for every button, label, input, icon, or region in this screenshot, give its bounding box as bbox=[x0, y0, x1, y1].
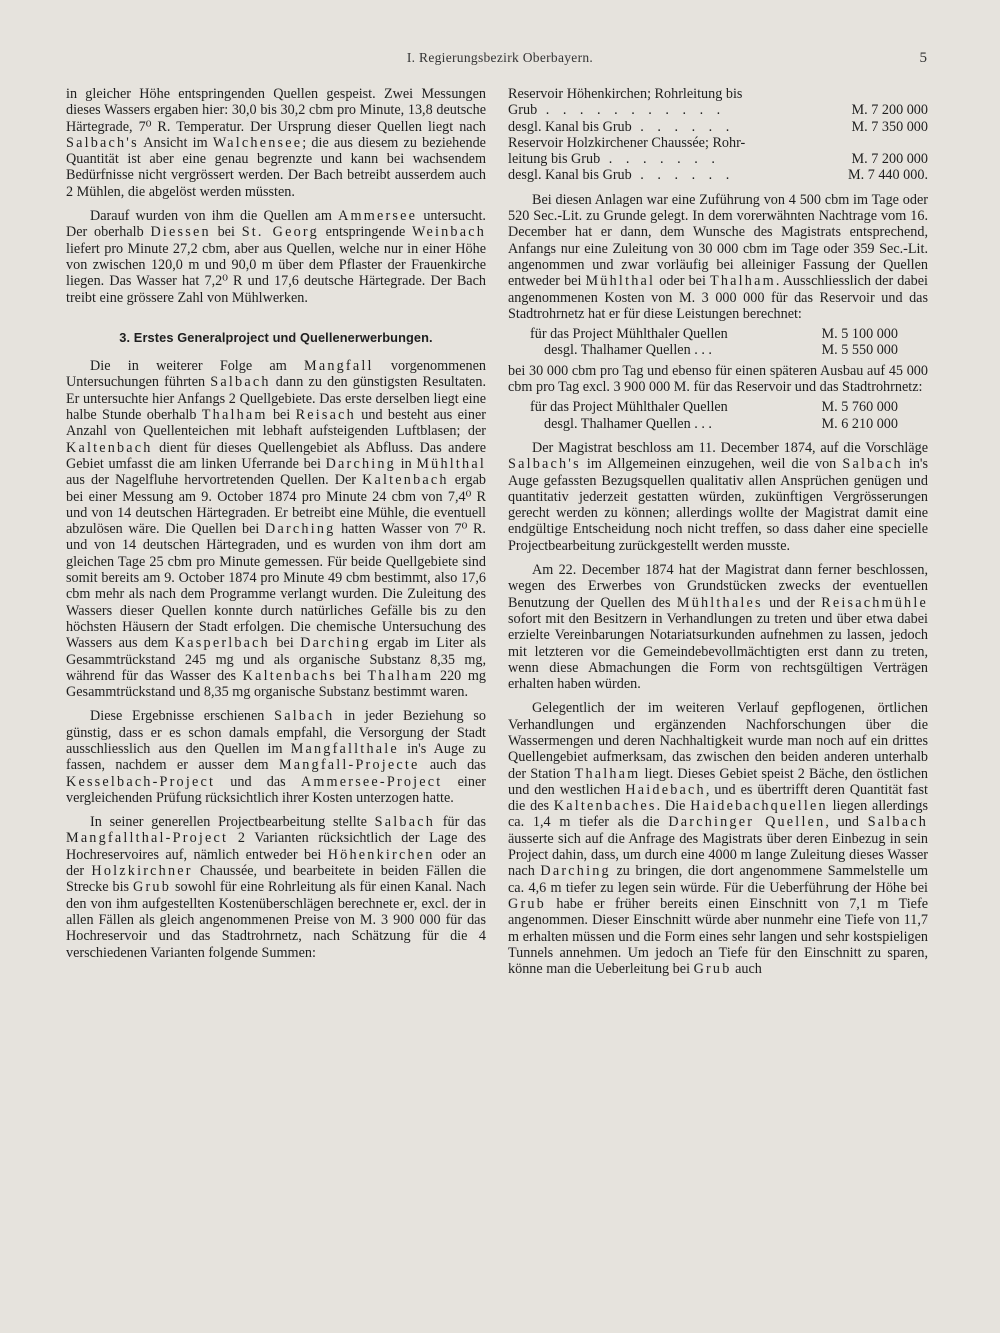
text-run: Grub bbox=[508, 102, 538, 119]
text-run: äusserte sich auf die Anfrage des Magistrats über deren Einbezug in sein Project dahin, dass, um durch eine 4000 m lange Zuleitung dieses Wasser nach bbox=[508, 830, 928, 880]
right-paragraph-5 bbox=[508, 700, 928, 977]
spaced-name: Grub bbox=[508, 895, 546, 912]
amount-cell: M. 5 760 000 bbox=[821, 399, 898, 416]
amount-cell: M. 6 210 000 bbox=[821, 415, 898, 432]
cost-row bbox=[508, 119, 928, 135]
cost-table bbox=[508, 86, 928, 184]
text-run: desgl. Kanal bis Grub bbox=[508, 167, 632, 184]
cost-row bbox=[508, 151, 928, 167]
left-paragraph-3 bbox=[66, 358, 486, 700]
text-run: . . . . . . bbox=[631, 167, 735, 184]
text-run: sowohl für eine Rohrleitung als für einen Kanal. Nach den von ihm aufgestellten Kostenüberschlägen berechnete er, excl. der in allen Fällen als gleich angenommenen Preise von M. 3 900 000 für das Hochreservoir und das Stadtrohrnetz, nach Schätzung für die 4 verschiedenen Varianten folgende Summen: bbox=[66, 879, 486, 961]
text-run: , und es übertrifft deren Quantität fast die des bbox=[508, 781, 928, 815]
spaced-name: Darchinger Quellen bbox=[668, 814, 826, 831]
text-run: Der Magistrat beschloss am 11. December 1874, auf die Vorschläge bbox=[532, 439, 928, 456]
text-run: Ansicht im bbox=[138, 134, 213, 151]
label-cell bbox=[508, 167, 818, 183]
cost-row bbox=[508, 102, 928, 118]
text-run: 2 Varianten rücksichtlich der Lage des Hochreservoires auf, nämlich entweder bei bbox=[66, 830, 486, 863]
spaced-name: Kaltenbachs bbox=[242, 667, 337, 684]
text-run: in jeder Beziehung so günstig, dass er es schon damals empfahl, die Versorgung der Stadt ausschliesslich aus den Quellen im bbox=[66, 708, 486, 757]
label-cell: Reservoir Höhenkirchen; Rohrleitung bis bbox=[508, 86, 743, 102]
text-run: oder bei bbox=[655, 273, 710, 290]
cost-row bbox=[508, 86, 928, 102]
text-run: dann zu den günstigsten Resultaten. Er untersuchte hier Anfangs 2 Quellgebiete. Das erste derselben liegt eine halbe Stunde oberhalb bbox=[66, 374, 486, 424]
spaced-name: Walchensee bbox=[212, 134, 303, 151]
project-costs-2 bbox=[508, 399, 928, 432]
label-cell bbox=[508, 151, 818, 167]
spaced-name: Haidebach bbox=[625, 781, 706, 798]
text-run: oder an der bbox=[66, 846, 486, 880]
amount-cell: M. 5 100 000 bbox=[821, 326, 898, 343]
spaced-name: Thalham bbox=[201, 407, 268, 424]
spaced-name: St. Georg bbox=[241, 224, 319, 241]
left-paragraph-2 bbox=[66, 208, 486, 306]
text-run: habe er früher bereits einen Einschnitt von 7,1 m Tiefe angenommen. Dieser Einschnitt würde aber nunmehr eine Tiefe von 11,7 m erhalten müssen und die Form eines sehr langen und sehr kostspieligen Tunnels annehmen. Um jedoch an Tiefe für den Einschnitt zu sparen, könne man die Ueberleitung bei bbox=[508, 895, 928, 978]
text-run: liegen allerdings ca. 1,4 m tiefer als die bbox=[508, 798, 928, 831]
text-run: Bei diesen Anlagen war eine Zuführung von 4 500 cbm im Tage oder 520 Sec.-Lit. zu Grunde gelegt. In dem vorerwähnten Nachtrage vom 16. December hat er dann, dem Wunsche des Magistrats entsprechend, Anfangs nur eine Zuleitung von 30 000 cbm im Tage oder 359 Sec.-Lit. angenommen und zwar vorläufig bei alleiniger Fassung der Quellen entweder bei bbox=[508, 191, 928, 290]
section-heading: 3. Erstes Generalproject und Quellenerwerbungen. bbox=[119, 329, 433, 345]
text-run: auch bbox=[731, 961, 762, 978]
spaced-name: Salbach bbox=[274, 708, 335, 725]
running-title: I. Regierungsbezirk Oberbayern. bbox=[406, 50, 594, 65]
left-paragraph-1 bbox=[66, 86, 486, 200]
amount-cell bbox=[818, 86, 928, 102]
spaced-name: Mangfallthal-Project bbox=[66, 830, 229, 847]
spaced-name: Holzkirchner bbox=[91, 863, 193, 880]
text-run: liefert pro Minute 27,2 cbm, aber aus Quellen, welche nur in einer Höhe von zwischen 120,0 m und 90,0 m über dem Pflaster der Frauenkirche liegen. Das Wasser hat 7,2⁰ R und 17,6 deutsche Härtegrade. Der Bach treibt eine grössere Zahl von Mühlwerken. bbox=[66, 240, 486, 306]
text-run: leitung bis Grub bbox=[508, 151, 601, 168]
text-run: bei bbox=[267, 407, 296, 424]
text-run: auch das bbox=[419, 757, 486, 774]
right-paragraph-3 bbox=[508, 440, 928, 554]
spaced-name: Darching bbox=[540, 863, 611, 880]
amount-cell: M. 7 350 000 bbox=[851, 118, 928, 135]
project-row bbox=[508, 342, 928, 358]
label-cell: desgl. Thalhamer Quellen . . . bbox=[544, 415, 712, 432]
project-row bbox=[508, 399, 928, 415]
spaced-name: Darching bbox=[325, 455, 396, 472]
text-run: und besteht aus einer Anzahl von Quellenteichen mit lebhaft aufsteigenden Luftblasen; der bbox=[66, 407, 486, 440]
spaced-name: Salbach bbox=[842, 456, 903, 473]
text-run: . . . . . . bbox=[631, 118, 735, 135]
spaced-name: Ammersee-Project bbox=[300, 773, 443, 790]
text-run: ; die aus diesem zu beziehende Quantität ist aber eine genau begrenzte und kann bei wachsendem Bedürfnisse nicht vergrössert werden. Der Bach betreibt ausserdem auch 2 Mühlen, die abgelöst werden müssten. bbox=[66, 134, 486, 200]
label-cell bbox=[508, 119, 818, 135]
text-run: ergab im Liter als Gesammtrückstand 245 mg und als organische Substanz 8,35 mg, während für das Wasser des bbox=[66, 635, 486, 684]
spaced-name: Thalham bbox=[574, 765, 641, 782]
cost-row bbox=[508, 167, 928, 183]
label-cell: Reservoir Holzkirchener Chaussée; Rohr- bbox=[508, 134, 746, 151]
text-run: für das bbox=[434, 814, 486, 831]
spaced-name: Salbach's bbox=[66, 134, 139, 151]
text-run: bei bbox=[336, 667, 368, 684]
spaced-name: Darching bbox=[300, 635, 371, 652]
text-run: Darauf wurden von ihm die Quellen am bbox=[90, 208, 339, 225]
amount-cell bbox=[818, 135, 928, 151]
spaced-name: Mühlthal bbox=[585, 273, 656, 290]
label-cell: desgl. Thalhamer Quellen . . . bbox=[544, 342, 712, 359]
text-run: in bbox=[395, 455, 417, 472]
spaced-name: Darching bbox=[265, 521, 336, 538]
text-run: hatten Wasser von 7⁰ R. und von 14 deutschen Härtegraden, und es wurden von ihm dort am gleichen Tage 25 cbm pro Minute gemessen. Für beide Quellgebiete sind somit bereits am 9. October 1874 pro Minute 49 cbm bestimmt, also 17,6 cbm mehr als nach dem Programme verlangt wurden. Die Zuleitung des Wassers dieser Quellen konnte durch natürliches Gefälle bis zu den höchsten Häusern der Stadt erfolgen. Die chemische Untersuchung des Wassers aus dem bbox=[66, 521, 486, 652]
text-run: sofort mit den Besitzern in Verhandlungen zu treten und über etwa dabei erzielte Vereinbarungen Notariatsurkunden aufnehmen zu lassen, jedoch mit letzteren vor die Gemeindebevollmächtigten erst dann zu treten, wenn diese Abmachungen die Form von rechtsgültigen Verträgen erhalten haben würden. bbox=[508, 610, 928, 693]
text-run: . . . . . . . bbox=[600, 151, 720, 168]
spaced-name: Mühlthal bbox=[416, 455, 486, 472]
text-run: Die in weiterer Folge am bbox=[90, 358, 305, 375]
text-run: untersucht. Der oberhalb bbox=[66, 208, 486, 241]
label-cell bbox=[508, 102, 818, 118]
page-number: 5 bbox=[919, 50, 927, 66]
text-run: zu bringen, die dort angenommene Sammelstelle um ca. 4,6 m tiefer zu legen sein würde. Für die Ueberführung der Höhe bei bbox=[508, 863, 928, 896]
spaced-name: Grub bbox=[133, 879, 171, 896]
label-cell: für das Project Mühlthaler Quellen bbox=[530, 399, 728, 416]
spaced-name: Thalham bbox=[367, 667, 434, 684]
text-run: einer vergleichenden Prüfung rücksichtlich ihrer Kosten unterzogen hatte. bbox=[66, 773, 486, 806]
text-run: im Allgemeinen einzugehen, weil die von bbox=[580, 456, 843, 473]
text-run: liegt. Dieses Gebiet speist 2 Bäche, den östlichen und den westlichen bbox=[508, 765, 928, 798]
spaced-name: Haidebachquellen bbox=[690, 798, 828, 815]
text-run: und der bbox=[762, 594, 822, 611]
amount-cell: M. 7 200 000 bbox=[851, 102, 928, 119]
spaced-name: Mühlthales bbox=[676, 594, 763, 611]
text-run: Gelegentlich der im weiteren Verlauf gepflogenen, örtlichen Verhandlungen und ergänzenden Nachforschungen über die Wassermengen und deren Nachhaltigkeit wurde man noch auf ein drittes Quellengebiet aufmerksam, das zwischen den beiden anderen unterhalb der Station bbox=[508, 700, 928, 782]
left-column bbox=[66, 86, 486, 961]
spaced-name: Ammersee bbox=[338, 208, 418, 225]
spaced-name: Reisachmühle bbox=[821, 594, 928, 611]
left-paragraph-5 bbox=[66, 814, 486, 961]
text-run: . . . . . . . . . . . bbox=[537, 102, 726, 119]
right-paragraph-2: bei 30 000 cbm pro Tag und ebenso für einen späteren Ausbau auf 45 000 cbm pro Tag excl. 3 900 000 M. für das Reservoir und das Stadtrohrnetz: bbox=[508, 362, 928, 396]
text-run: . Die bbox=[656, 798, 691, 815]
text-run: Am 22. December 1874 hat der Magistrat dann ferner beschlossen, wegen des Erwerbes von Grundstücken zwecks der eventuellen Benutzung der Quellen des bbox=[508, 562, 928, 611]
text-run: bei bbox=[269, 635, 301, 652]
text-run: dient für dieses Quellengebiet als Abfluss. Das andere Gebiet umfasst die am linken Uferrande bei bbox=[66, 439, 486, 472]
project-row bbox=[508, 326, 928, 342]
spaced-name: Kesselbach-Project bbox=[66, 773, 216, 790]
text-run: in's Auge zu fassen, nachdem er ausser dem bbox=[66, 740, 486, 774]
text-run: entspringende bbox=[318, 224, 413, 241]
amount-cell: M. 7 200 000 bbox=[851, 151, 928, 168]
spaced-name: Kaltenbach bbox=[362, 472, 449, 489]
spaced-name: Diessen bbox=[150, 224, 211, 241]
text-run: desgl. Kanal bis Grub bbox=[508, 118, 632, 135]
spaced-name: Salbach's bbox=[508, 456, 581, 473]
spaced-name: Thalham bbox=[710, 273, 776, 290]
spaced-name: Salbach bbox=[210, 374, 271, 391]
spaced-name: Mangfall-Projecte bbox=[278, 757, 420, 774]
spaced-name: Kaltenbaches bbox=[553, 798, 657, 815]
spaced-name: Reisach bbox=[295, 407, 356, 424]
text-run: ergab bei einer Messung am 9. October 1874 pro Minute 24 cbm von 7,4⁰ R und von 14 deutschen Härtegraden. Er betreibt eine Mühle, die eventuell abzulösen wäre. Die Quellen bei bbox=[66, 472, 486, 538]
spaced-name: Weinbach bbox=[412, 224, 486, 241]
spaced-name: Grub bbox=[693, 961, 732, 978]
spaced-name: Mangfallthale bbox=[290, 740, 399, 757]
text-run: in's Auge gefassten Bezugsquellen qualitativ allen Ansprüchen genügen und quantitativ jederzeit gestatten würden, zukünftigen Vergrösserungen gerecht werden zu können; allerdings wollte der Magistrat damit eine endgültige Entscheidung noch nicht treffen, so dass daher eine specielle Projectbearbeitung zurückgestellt werden musste. bbox=[508, 456, 928, 554]
text-run: , und bbox=[825, 814, 868, 831]
right-paragraph-1 bbox=[508, 192, 928, 322]
label-cell: für das Project Mühlthaler Quellen bbox=[530, 326, 728, 343]
text-run: Diese Ergebnisse erschienen bbox=[90, 708, 275, 725]
text-run: . Ausschliesslich der dabei angenommenen Kosten von M. 3 000 000 für das Reservoir und das Stadtrohrnetz hat er für diese Leistungen berechnet: bbox=[508, 273, 928, 322]
text-run: und das bbox=[215, 773, 301, 790]
project-costs-1 bbox=[508, 326, 928, 359]
left-paragraph-4 bbox=[66, 708, 486, 806]
text-run: aus der Nagelfluhe hervortretenden Quellen. Der bbox=[66, 472, 363, 489]
text-run: In seiner generellen Projectbearbeitung stellte bbox=[90, 814, 375, 831]
spaced-name: Kasperlbach bbox=[174, 635, 270, 652]
amount-cell: M. 7 440 000. bbox=[847, 167, 928, 184]
spaced-name: Kaltenbach bbox=[66, 439, 153, 456]
spaced-name: Höhenkirchen bbox=[327, 846, 435, 863]
amount-cell: M. 5 550 000 bbox=[821, 342, 898, 359]
spaced-name: Salbach bbox=[374, 814, 435, 831]
text-run: bei bbox=[210, 224, 242, 241]
text-run: Chaussée, und bearbeitete in beiden Fällen die Strecke bis bbox=[66, 863, 486, 896]
spaced-name: Salbach bbox=[867, 814, 928, 831]
right-column bbox=[508, 86, 928, 977]
text-run: 220 mg Gesammtrückstand und 8,35 mg organische Substanz bestimmt waren. bbox=[66, 667, 486, 701]
cost-row bbox=[508, 135, 928, 151]
project-row bbox=[508, 416, 928, 432]
spaced-name: Mangfall bbox=[304, 358, 374, 375]
text-run: in gleicher Höhe entspringenden Quellen gespeist. Zwei Messungen dieses Wassers ergaben hier: 30,0 bis 30,2 cbm pro Minute, 13,8 deutsche Härtegrade, 7⁰ R. Temperatur. Der Ursprung dieser Quellen liegt nach bbox=[66, 86, 486, 135]
text-run: vorgenommenen Untersuchungen führten bbox=[66, 358, 487, 391]
right-paragraph-4 bbox=[508, 562, 928, 692]
